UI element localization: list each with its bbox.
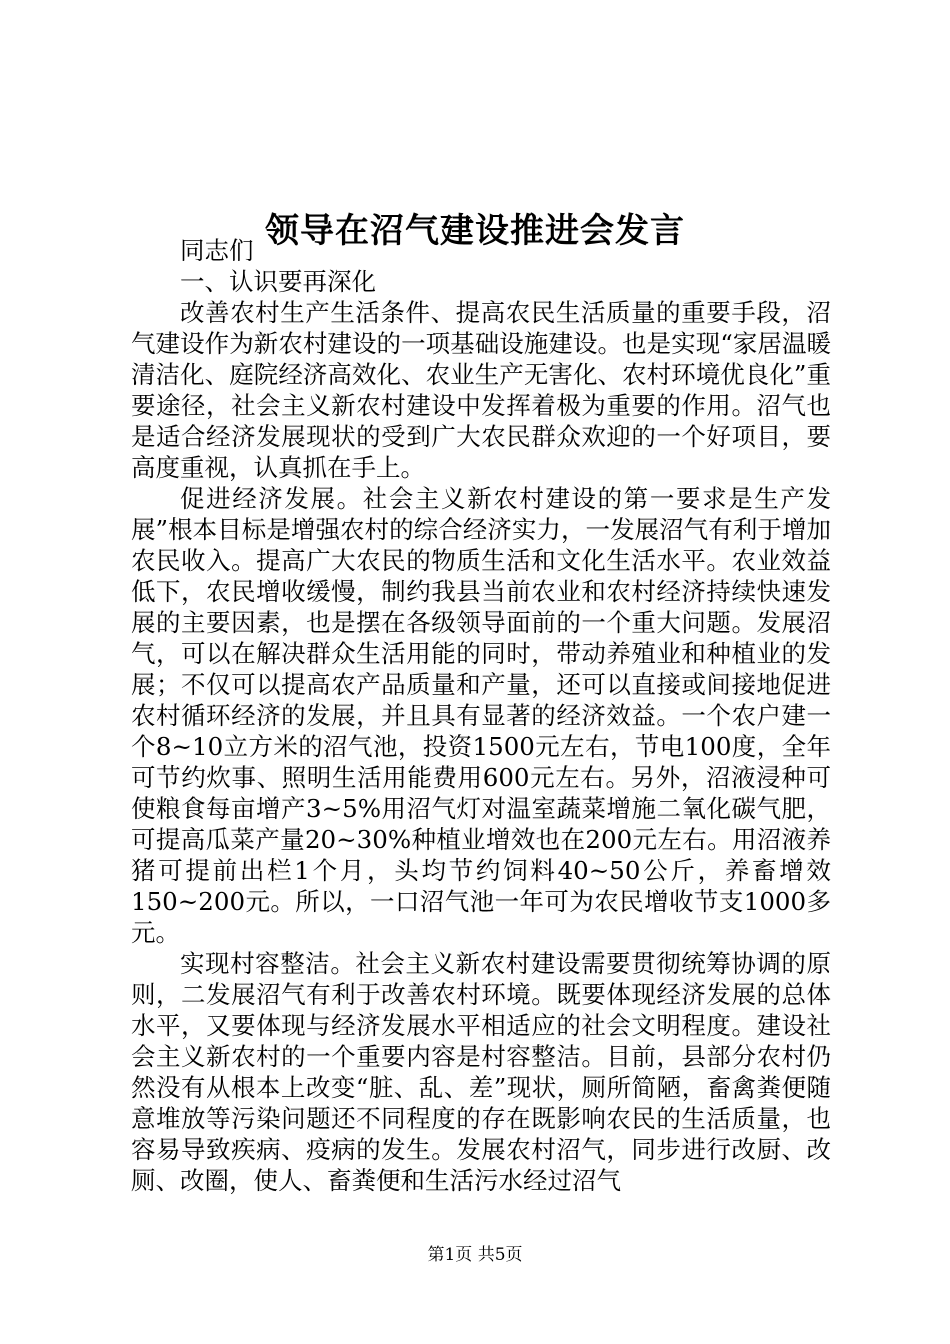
document-body bbox=[131, 235, 831, 1196]
body-paragraph: 改善农村生产生活条件、提高农民生活质量的重要手段，沼气建设作为新农村建设的一项基础设施建设。也是实现“家居温暖清洁化、庭院经济高效化、农业生产无害化、农村环境优良化”重要途径，社会主义新农村建设中发挥着极为重要的作用。沼气也是适合经济发展现状的受到广大农民群众欢迎的一个好项目，要高度重视，认真抓在手上。 bbox=[131, 298, 831, 482]
section-heading: 一、认识要再深化 bbox=[180, 267, 376, 296]
body-paragraph: 实现村容整洁。社会主义新农村建设需要贯彻统筹协调的原则，二发展沼气有利于改善农村环境。既要体现经济发展的总体水平，又要体现与经济发展水平相适应的社会文明程度。建设社会主义新农村的一个重要内容是村容整洁。目前，县部分农村仍然没有从根本上改变“脏、乱、差”现状，厕所简陋，畜禽粪便随意堆放等污染问题还不同程度的存在既影响农民的生活质量，也容易导致疾病、疫病的发生。发展农村沼气，同步进行改厨、改厕、改圈，使人、畜粪便和生活污水经过沼气 bbox=[131, 949, 831, 1195]
body-paragraph: 促进经济发展。社会主义新农村建设的第一要求是生产发展”根本目标是增强农村的综合经济实力，一发展沼气有利于增加农民收入。提高广大农民的物质生活和文化生活水平。农业效益低下，农民增收缓慢，制约我县当前农业和农村经济持续快速发展的主要因素，也是摆在各级领导面前的一个重大问题。发展沼气，可以在解决群众生活用能的同时，带动养殖业和种植业的发展；不仅可以提高农产品质量和产量，还可以直接或间接地促进农村循环经济的发展，并且具有显著的经济效益。一个农户建一个8~10立方米的沼气池，投资1500元左右，节电100度，全年可节约炊事、照明生活用能费用600元左右。另外，沼液浸种可使粮食每亩增产3~5%用沼气灯对温室蔬菜增施二氧化碳气肥，可提高瓜菜产量20~30%种植业增效也在200元左右。用沼液养猪可提前出栏1个月，头均节约饲料40~50公斤，养畜增效150~200元。所以，一口沼气池一年可为农民增收节支1000多元。 bbox=[131, 484, 831, 947]
salutation-paragraph: 同志们 bbox=[180, 236, 254, 265]
page-footer: 第1页 共5页 bbox=[427, 1245, 523, 1265]
document-title: 领导在沼气建设推进会发言 bbox=[265, 210, 685, 251]
